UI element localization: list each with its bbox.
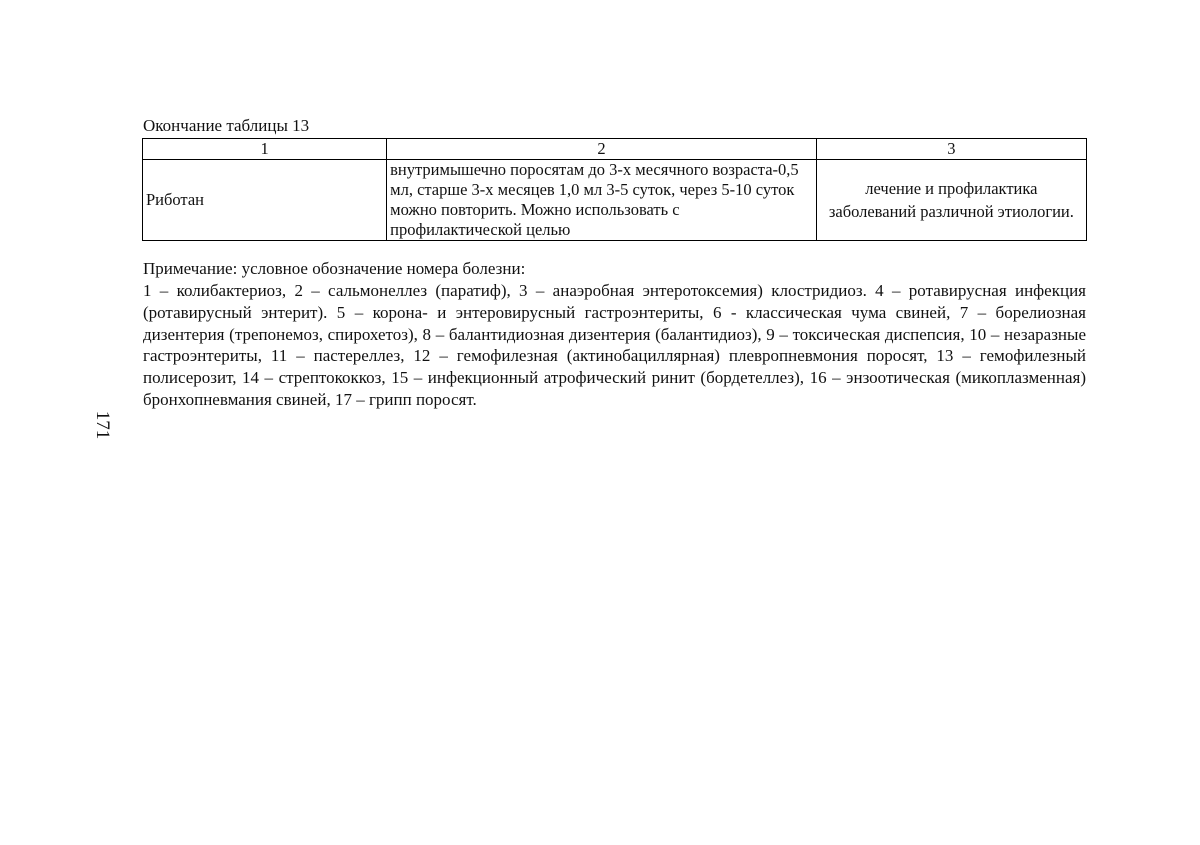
page-number: 171: [92, 410, 113, 440]
table-row: [143, 160, 1087, 241]
table-header-row: [143, 139, 1087, 160]
table-caption: Окончание таблицы 13: [143, 116, 310, 135]
administration-cell: внутримышечно поросятам до 3-х месячного возраста-0,5 мл, старше 3-х месяцев 1,0 мл 3-5 суток, через 5-10 суток можно повторить. Можно использовать с профилактической целью: [387, 160, 817, 241]
purpose-cell: лечение и профилактика заболеваний различной этиологии.: [816, 160, 1086, 241]
drug-table: [142, 138, 1087, 241]
note-title: Примечание: условное обозначение номера болезни:: [143, 259, 526, 278]
note-body: 1 – колибактериоз, 2 – сальмонеллез (паратиф), 3 – анаэробная энтеротоксемия) клостридиоз. 4 – ротавирусная инфекция (ротавирусный энтерит). 5 – корона- и энтеровирусный гастроэнтериты, 6 - классическая чума свиней, 7 – борелиозная дизентерия (трепонемоз, спирохетоз), 8 – балантидиозная дизентерия (балантидиоз), 9 – токсическая диспепсия, 10 – незаразные гастроэнтериты, 11 – пастереллез, 12 – гемофилезная (актинобациллярная) плевропневмония поросят, 13 – гемофилезный полисерозит, 14 – стрептококкоз, 15 – инфекционный атрофический ринит (бордетеллез), 16 – энзоотическая (микоплазменная) бронхопневмания свиней, 17 – грипп поросят.: [143, 281, 1086, 409]
header-col-1: 1: [143, 139, 387, 160]
drug-name-cell: Риботан: [143, 160, 387, 241]
header-col-2: 2: [387, 139, 817, 160]
header-col-3: 3: [816, 139, 1086, 160]
